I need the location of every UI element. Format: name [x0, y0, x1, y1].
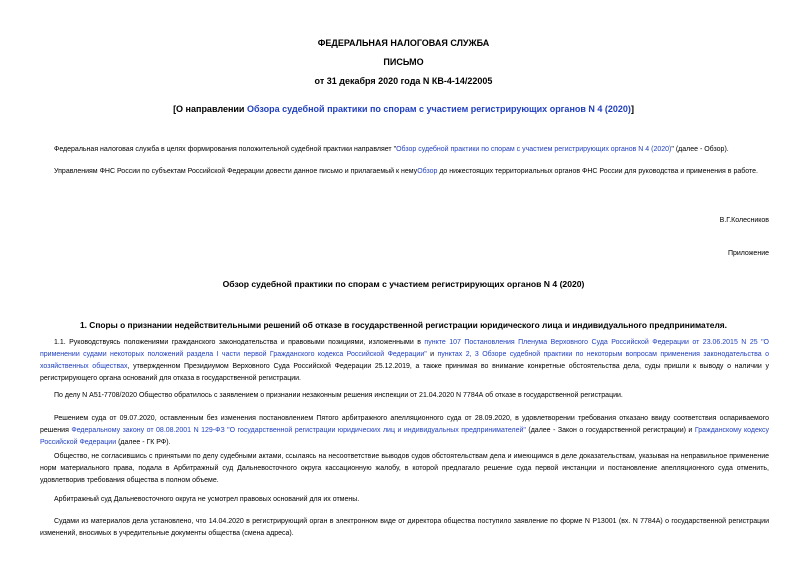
body-paragraph-3	[40, 413, 769, 449]
document-date-number: от 31 декабря 2020 года N КВ-4-14/22005	[314, 76, 493, 86]
subject-prefix: [О направлении	[173, 104, 247, 114]
paragraph-instruction	[40, 166, 769, 178]
civil-code-link[interactable]: Гражданскому кодексу Российской Федерации	[40, 427, 769, 446]
instruction-text-a: Управлениям ФНС России по субъектам Российской Федерации довести данное письмо и прилагаемый к нему	[54, 168, 418, 175]
b3-text-a: Решением суда от 09.07.2020, оставленным без изменения постановлением Пятого арбитражного апелляционного суда от 28.09.2020, в удовлетворении требования отказано ввиду соответствия оспариваемого решения	[40, 415, 769, 434]
body-paragraph-6: Судами из материалов дела установлено, что 14.04.2020 в регистрирующий орган в электронном виде от директора общества поступило заявление по форме N Р13001 (вх. N 7784А) о государственной регистрации изменений, вносимых в учредительные документы общества (смена адреса).	[40, 518, 769, 537]
intro-text-b: " (далее - Обзор).	[671, 146, 729, 153]
subject-link[interactable]: Обзора судебной практики по спорам с участием регистрирующих органов N 4 (2020)	[246, 104, 631, 114]
intro-review-link[interactable]: Обзор судебной практики по спорам с участием регистрирующих органов N 4 (2020)	[396, 146, 672, 153]
section-1-title: 1. Споры о признании недействительными решений об отказе в государственной регистрации юридического лица и индивидуального предпринимателя.	[79, 320, 727, 330]
document-type: ПИСЬМО	[383, 57, 424, 67]
appendix-label: Приложение	[727, 250, 769, 257]
b1-text-c: , утвержденном Президиумом Верховного Суда Российской Федерации 25.12.2019, а также принимая во внимание конкретные обстоятельства дела, суды пришли к выводу о наличии у регистрирующего органа оснований для отказа в государственной регистрации.	[40, 363, 769, 382]
agency-title: ФЕДЕРАЛЬНАЯ НАЛОГОВАЯ СЛУЖБА	[317, 38, 490, 48]
intro-text-a: Федеральная налоговая служба в целях формирования положительной судебной практики направляет "	[54, 146, 397, 153]
instruction-text-b: до нижестоящих территориальных органов ФНС России для руководства и применения в работе.	[437, 168, 758, 175]
practice-review-link[interactable]: пунктах 2, 3 Обзоре судебной практики по некоторым вопросам применения законодательства о хозяйственных обществах	[40, 351, 769, 370]
document-subject	[0, 104, 807, 114]
plenum-resolution-link[interactable]: пункте 107 Постановления Пленума Верховного Суда Российской Федерации от 23.06.2015 N 25 "О применении судами некоторых положений раздела I части первой Гражданского кодекса Российской Федерации"	[40, 339, 770, 358]
signature: В.Г.Колесников	[719, 217, 769, 224]
body-paragraph-2: По делу N А51-7708/2020 Общество обратилось с заявлением о признании незаконным решения инспекции от 21.04.2020 N 7784А об отказе в государственной регистрации.	[54, 392, 623, 399]
review-title: Обзор судебной практики по спорам с участием регистрирующих органов N 4 (2020)	[222, 279, 585, 289]
federal-law-link[interactable]: Федеральному закону от 08.08.2001 N 129-ФЗ "О государственной регистрации юридических лиц и индивидуальных предпринимателей"	[71, 427, 526, 434]
b3-text-b: (далее - Закон о государственной регистрации) и	[525, 427, 695, 434]
instruction-review-link[interactable]: Обзор	[417, 168, 438, 175]
subject-suffix: ]	[630, 104, 634, 114]
b3-text-c: (далее - ГК РФ).	[116, 439, 171, 446]
b1-text-b: и	[426, 351, 438, 358]
b1-text-a: 1.1. Руководствуясь положениями гражданского законодательства и правовыми позициями, изложенными в	[54, 339, 425, 346]
body-paragraph-4: Общество, не согласившись с принятыми по делу судебными актами, ссылаясь на несоответствие выводов судов обстоятельствам дела и имеющимся в деле доказательствам, указывая на неправильное применение норм материального права, подала в Арбитражный суд Дальневосточного округа кассационную жалобу, в которой предлагало решение суда первой инстанции и постановление апелляционного суда отменить, удовлетворив требования общества в полном объеме.	[40, 453, 769, 484]
body-paragraph-5: Арбитражный суд Дальневосточного округа не усмотрел правовых оснований для их отмены.	[54, 496, 360, 503]
paragraph-intro	[40, 144, 769, 156]
body-paragraph-1	[40, 337, 769, 385]
